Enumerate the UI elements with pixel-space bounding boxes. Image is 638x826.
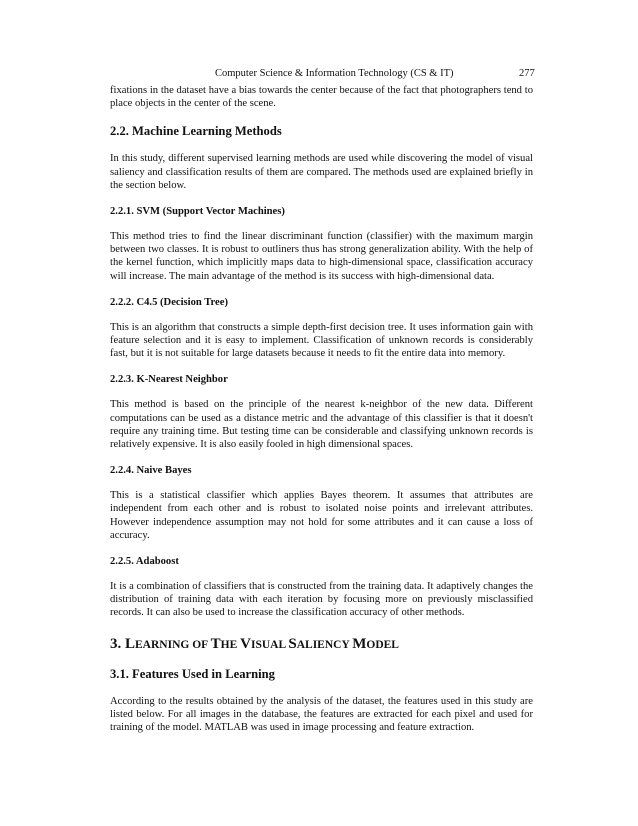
section-heading-3 [110, 635, 533, 654]
heading-3-cap: V [240, 635, 251, 652]
heading-3-cap: S [288, 635, 297, 652]
section-heading-2-2-1: 2.2.1. SVM (Support Vector Machines) [110, 206, 285, 218]
heading-3-smallcaps: EARNING OF [135, 638, 211, 651]
section-heading-2-2-5: 2.2.5. Adaboost [110, 556, 179, 568]
body-text [110, 84, 533, 734]
section-2-2-4-paragraph: This is a statistical classifier which applies Bayes theorem. It assumes that attributes are independent from each other and is robust to isolated noise points and irrelevant attributes. However independence assumption may not hold for some attributes and it can cause a loss of accuracy. [110, 490, 533, 541]
heading-3-cap: T [210, 635, 221, 652]
section-3-number: 3. [110, 635, 125, 652]
heading-3-smallcaps: HE [220, 638, 241, 651]
section-2-2-paragraph: In this study, different supervised learning methods are used while discovering the model of visual saliency and classification results of them are compared. The methods used are explained briefly in the section below. [110, 153, 533, 191]
section-heading-3-1: 3.1. Features Used in Learning [110, 666, 275, 681]
heading-3-cap: M [352, 635, 367, 652]
section-3-1-paragraph: According to the results obtained by the analysis of the dataset, the features used in this study are listed below. For all images in the database, the features are extracted for each pixel and used for training of the model. MATLAB was used in image processing and feature extraction. [110, 695, 533, 734]
section-2-2-3-paragraph: This method is based on the principle of the nearest k-neighbor of the new data. Different computations can be used as a distance metric and the advantage of this classifier is that it doesn't require any training time. But testing time can be considerable and classifying unknown records is relatively expensive. It is also easily fooled in high dimensional spaces. [110, 399, 533, 451]
heading-3-smallcaps: ALIENCY [296, 638, 353, 651]
heading-3-cap: L [125, 635, 136, 652]
intro-paragraph: fixations in the dataset have a bias towards the center because of the fact that photographers tend to place objects in the center of the scene. [110, 85, 533, 110]
section-2-2-1-paragraph: This method tries to find the linear discriminant function (classifier) with the maximum margin between two classes. It is robust to outliners thus has strong generalization ability. With the help of the kernel function, which implicitly maps data to high-dimensional space, classification accuracy will increase. The main advantage of the method is its success with high-dimensional data. [110, 231, 533, 282]
section-heading-2-2-4: 2.2.4. Naive Bayes [110, 465, 192, 477]
page-number: 277 [519, 68, 535, 79]
section-heading-2-2-3: 2.2.3. K-Nearest Neighbor [110, 374, 228, 386]
heading-3-smallcaps: ODEL [366, 638, 399, 651]
heading-3-smallcaps: ISUAL [250, 638, 289, 651]
section-2-2-2-paragraph: This is an algorithm that constructs a simple depth-first decision tree. It uses information gain with feature selection and it is easy to implement. Classification of unknown records is considerably fast, but it is not suitable for large datasets because it needs to fit the entire data into memory. [110, 321, 533, 360]
section-heading-2-2: 2.2. Machine Learning Methods [110, 124, 282, 139]
section-2-2-5-paragraph: It is a combination of classifiers that is constructed from the training data. It adaptively changes the distribution of training data with each iteration by focusing more on previously misclassified records. It can also be used to increase the classification accuracy of other methods. [110, 581, 533, 619]
journal-title: Computer Science & Information Technology (CS & IT) [215, 68, 454, 79]
section-heading-2-2-2: 2.2.2. C4.5 (Decision Tree) [110, 296, 228, 308]
